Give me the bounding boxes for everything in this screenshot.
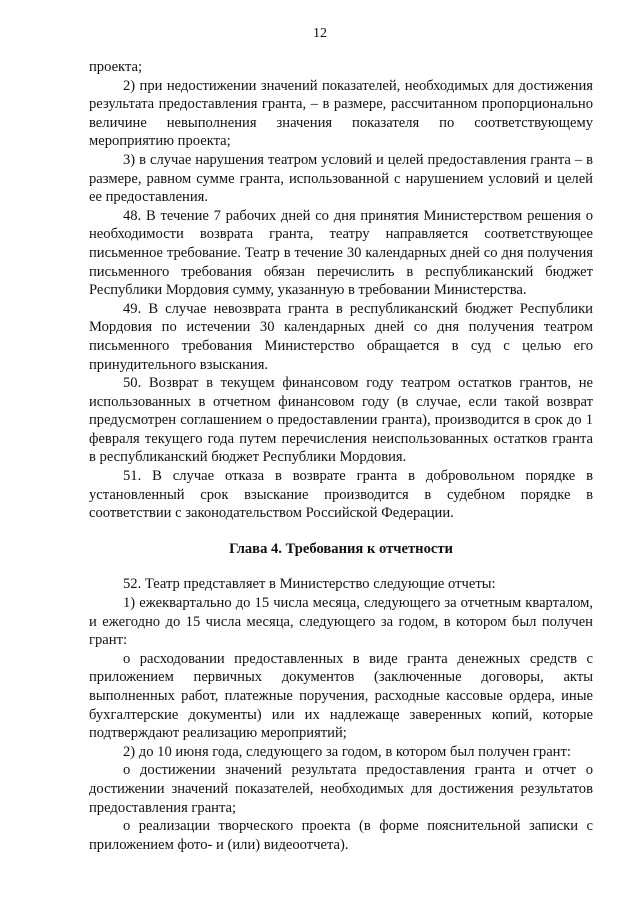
paragraph-51: 51. В случае отказа в возврате гранта в добровольном порядке в установленный срок взыскание производится в судебном порядке в соответствии с законодательством Российской Федерации. [89,468,593,522]
paragraph-50: 50. Возврат в текущем финансовом году театром остатков грантов, не использованных в отчетном финансовом году (в случае, если такой возврат предусмотрен соглашением о предоставлении гранта), производится в срок до 1 февраля текущего года путем перечисления неиспользованных остатков гранта в республиканский бюджет Республики Мордовия. [89,375,593,466]
paragraph-49: 49. В случае невозврата гранта в республиканский бюджет Республики Мордовия по истечении 30 календарных дней со дня получения театром письменного требования Министерство обращается в суд с целью его принудительного взыскания. [89,300,593,373]
paragraph-52-item-2: 2) до 10 июня года, следующего за годом, в котором был получен грант: [123,743,571,760]
paragraph-expense-report: о расходовании предоставленных в виде гранта денежных средств с приложением первичных документов (заключенные договоры, акты выполненных работ, платежные поручения, расходные кассовые ордера, иные бухгалтерские документы) или их надлежаще заверенных копий, которые подтверждают реализацию мероприятий; [89,650,593,742]
paragraph-results-report: о достижении значений результата предоставления гранта и отчет о достижении значений показателей, необходимых для достижения результатов предоставления гранта; [89,762,593,816]
document-body [89,58,593,854]
paragraph-creative-project-report: о реализации творческого проекта (в форме пояснительной записки с приложением фото- и (или) видеоотчета). [89,818,593,853]
paragraph-item-3-violation: 3) в случае нарушения театром условий и целей предоставления гранта – в размере, равном сумме гранта, использованной с нарушением условий и целей ее предоставления. [89,151,593,206]
paragraph-52: 52. Театр представляет в Министерство следующие отчеты: [123,576,496,593]
paragraph-project-end: проекта; [89,59,143,75]
paragraph-48: 48. В течение 7 рабочих дней со дня принятия Министерством решения о необходимости возврата гранта, театру направляется соответствующее письменное требование. Театр в течение 30 календарных дней со дня получения письменного требования обязан перечислить в республиканский бюджет Республики Мордовия сумму, указанную в требовании Министерства. [89,207,593,299]
chapter-4-heading: Глава 4. Требования к отчетности [229,540,453,557]
paragraph-52-item-1: 1) ежеквартально до 15 числа месяца, следующего за отчетным кварталом, и ежегодно до 15 числа месяца, следующего за годом, в котором был получен грант: [89,595,593,649]
page-number: 12 [313,26,327,41]
paragraph-item-2-indicators: 2) при недостижении значений показателей, необходимых для достижения результата предоставления гранта, – в размере, рассчитанном пропорционально величине невыполнения значения показателя по соответствующему мероприятию проекта; [89,77,593,150]
